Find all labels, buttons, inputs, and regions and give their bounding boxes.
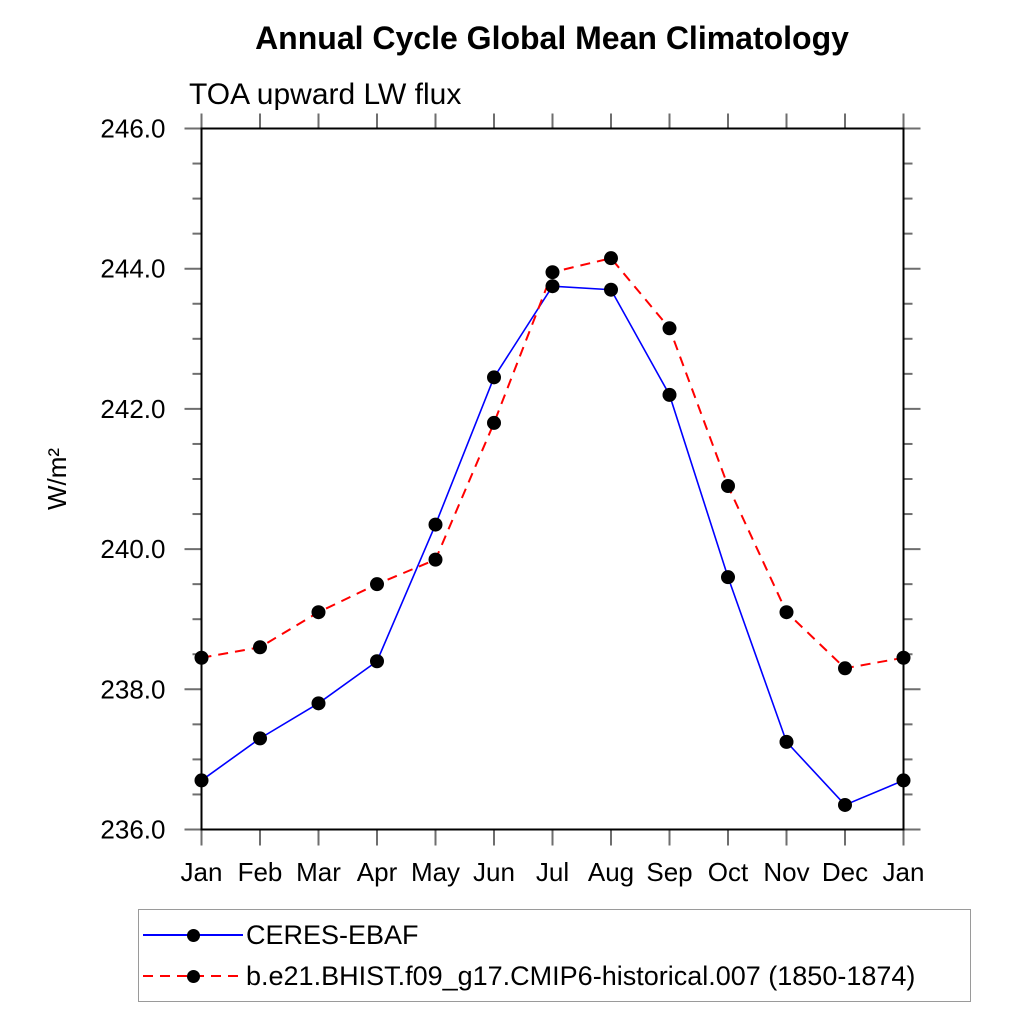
data-point-marker-series-0 (546, 279, 560, 293)
series-line-0 (202, 286, 904, 805)
legend-label-obs: CERES-EBAF (246, 919, 419, 950)
data-point-marker-series-1 (546, 265, 560, 279)
data-point-marker-series-1 (838, 661, 852, 675)
legend-marker-dot-icon (187, 970, 200, 983)
legend-label-model: b.e21.BHIST.f09_g17.CMIP6-historical.007 (1850-1874) (246, 960, 916, 991)
data-point-marker-series-0 (487, 370, 501, 384)
x-axis-tick-label: Feb (237, 857, 283, 887)
data-point-marker-series-1 (604, 251, 618, 265)
data-point-marker-series-1 (487, 416, 501, 430)
x-axis-tick-label: Mar (296, 857, 341, 887)
data-point-marker-series-1 (370, 577, 384, 591)
data-point-marker-series-0 (195, 773, 209, 787)
y-axis-tick-label: 238.0 (100, 674, 166, 705)
x-axis-tick-label: Jan (882, 857, 925, 887)
data-point-marker-series-1 (195, 651, 209, 665)
data-point-marker-series-1 (897, 651, 911, 665)
y-axis-tick-label: 240.0 (100, 534, 166, 565)
y-axis-tick-label: 244.0 (100, 253, 166, 284)
x-axis-tick-label: Aug (587, 857, 635, 887)
x-axis-tick-label: Jun (473, 857, 515, 887)
data-point-marker-series-0 (429, 518, 443, 532)
plot-frame (202, 129, 904, 830)
data-point-marker-series-0 (312, 696, 326, 710)
series-line-1 (202, 258, 904, 668)
y-axis-tick-label: 242.0 (100, 393, 166, 424)
data-point-marker-series-1 (721, 479, 735, 493)
x-axis-tick-label: Nov (763, 857, 810, 887)
data-point-marker-series-0 (838, 798, 852, 812)
y-axis-title: W/m² (42, 447, 72, 511)
y-axis-tick-label: 236.0 (100, 814, 166, 845)
x-axis-tick-label: Apr (356, 857, 398, 887)
data-point-marker-series-0 (370, 654, 384, 668)
chart-subtitle: TOA upward LW flux (189, 78, 462, 111)
data-point-marker-series-1 (253, 640, 267, 654)
legend-marker-dot-icon (187, 929, 200, 942)
x-axis-tick-label: Dec (821, 857, 869, 887)
legend (138, 909, 971, 1002)
data-point-marker-series-1 (663, 321, 677, 335)
data-point-marker-series-1 (429, 553, 443, 567)
data-point-marker-series-0 (604, 283, 618, 297)
data-point-marker-series-0 (897, 773, 911, 787)
x-axis-tick-label: Sep (646, 857, 693, 887)
data-point-marker-series-1 (780, 605, 794, 619)
x-axis-tick-label: Jan (180, 857, 223, 887)
legend-item-model (143, 960, 970, 992)
data-point-marker-series-0 (721, 570, 735, 584)
y-axis-tick-label: 246.0 (100, 113, 166, 144)
x-axis-tick-label: Oct (707, 857, 749, 887)
data-point-marker-series-0 (780, 735, 794, 749)
legend-sample-solid-line (143, 928, 243, 942)
data-point-marker-series-0 (253, 731, 267, 745)
chart-title: Annual Cycle Global Mean Climatology (255, 20, 849, 56)
data-point-marker-series-0 (663, 388, 677, 402)
x-axis-tick-label: Jul (535, 857, 570, 887)
data-point-marker-series-1 (312, 605, 326, 619)
legend-item-obs (143, 919, 970, 951)
x-axis-tick-label: May (410, 857, 461, 887)
legend-sample-dashed-line (143, 969, 243, 983)
